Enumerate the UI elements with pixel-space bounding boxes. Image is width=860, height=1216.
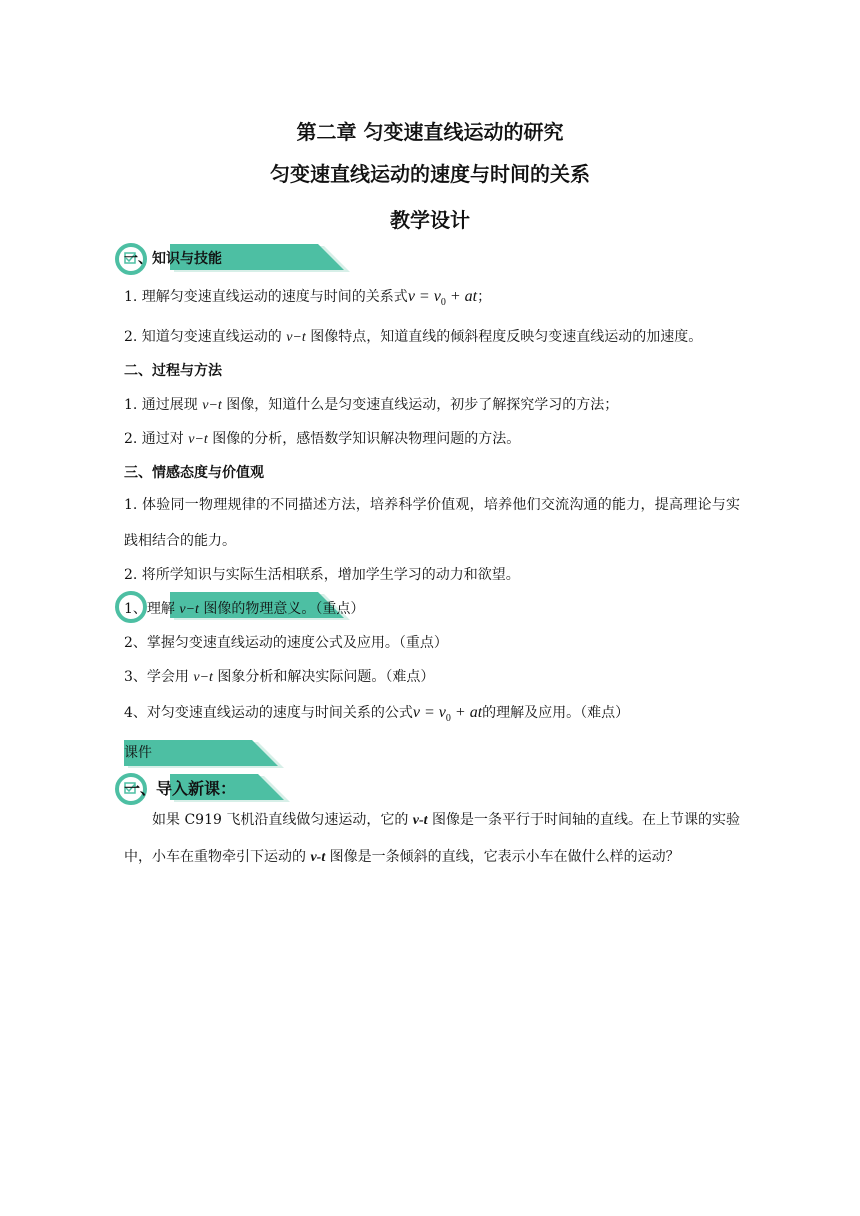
banner-label-intro: 一、导入新课： — [124, 779, 237, 798]
section-banner-intro — [114, 772, 354, 806]
heading-attitude-values: 三、情感态度与价值观 — [124, 465, 264, 481]
section-banner-knowledge — [114, 242, 354, 276]
heading-process-method: 二、过程与方法 — [124, 363, 222, 379]
lesson-title: 匀变速直线运动的速度与时间的关系 — [270, 162, 590, 186]
attitude-item-2: 2. 将所学知识与实际生活相联系，增加学生学习的动力和欲望。 — [124, 567, 520, 583]
knowledge-item-1: 1. 理解匀变速直线运动的速度与时间的关系式$v = v_0$ + at； — [124, 288, 492, 309]
velocity-formula-2: $v = v_0$ + at — [412, 704, 483, 725]
document-title: 教学设计 — [390, 208, 470, 232]
keypoint-3: 3、学会用 v−t 图象分析和解决实际问题。（难点） — [124, 669, 435, 685]
knowledge-item-2: 2. 知道匀变速直线运动的 v−t 图像特点，知道直线的倾斜程度反映匀变速直线运动的加速度。 — [124, 329, 703, 345]
process-item-2: 2. 通过对 v−t 图像的分析，感悟数学知识解决物理问题的方法。 — [124, 431, 521, 447]
keypoint-4: 4、对匀变速直线运动的速度与时间关系的公式$v = v_0$ + at的理解及应用。（难点） — [124, 704, 630, 725]
attitude-item-1: 1. 体验同一物理规律的不同描述方法，培养科学价值观，培养他们交流沟通的能力，提高理论与实践相结合的能力。 — [124, 497, 740, 549]
keypoint-1: 1、理解 v−t 图像的物理意义。（重点） — [124, 601, 365, 617]
intro-paragraph: 如果 C919 飞机沿直线做匀速运动，它的 v-t 图像是一条平行于时间轴的直线。在上节课的实验中，小车在重物牵引下运动的 v-t 图像是一条倾斜的直线，它表示小车在做什么样的运动？ — [124, 812, 741, 865]
process-item-1: 1. 通过展现 v−t 图像，知道什么是匀变速直线运动，初步了解探究学习的方法； — [124, 397, 619, 413]
banner-label-knowledge: 一、知识与技能 — [124, 251, 222, 267]
chapter-title: 第二章 匀变速直线运动的研究 — [296, 120, 564, 144]
velocity-formula: $v = v_0$ + at — [407, 288, 478, 309]
section-banner-courseware — [114, 738, 354, 772]
keypoint-2: 2、掌握匀变速直线运动的速度公式及应用。（重点） — [124, 635, 448, 651]
banner-label-courseware: 课件 — [124, 745, 152, 761]
